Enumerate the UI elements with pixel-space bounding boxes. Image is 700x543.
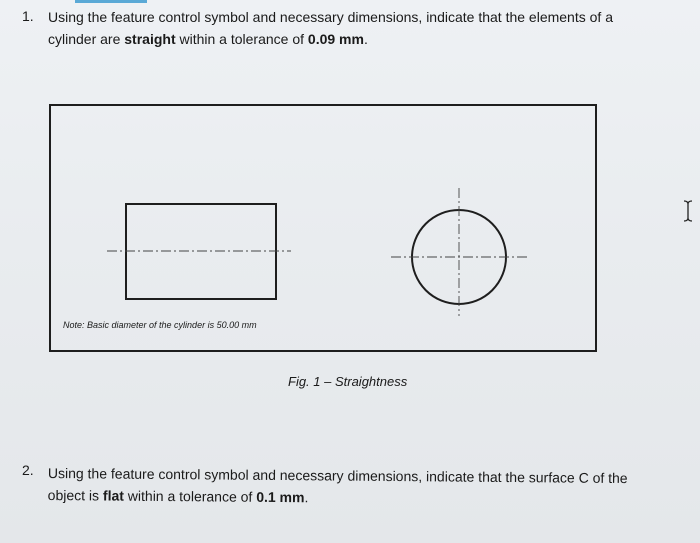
question-2-text: [48, 462, 678, 511]
question-2-number: 2.: [22, 462, 34, 478]
question-2-line-2-start: object is: [47, 486, 104, 504]
question-1-text: [48, 6, 668, 50]
question-1-tolerance: 0.09 mm: [307, 31, 364, 47]
cylinder-drawing: [51, 106, 599, 354]
question-1-number: 1.: [22, 8, 34, 24]
figure-frame: [49, 104, 597, 352]
question-1-line-2-end: .: [363, 31, 368, 47]
question-2-line-2-end: .: [304, 489, 309, 506]
question-1-line-1: Using the feature control symbol and necessary dimensions, indicate that the elements of a: [48, 9, 613, 25]
figure-note: Note: Basic diameter of the cylinder is 50.00 mm: [63, 320, 257, 330]
question-1-line-2-mid: within a tolerance of: [175, 31, 308, 47]
text-cursor-icon: [682, 200, 694, 222]
question-2-keyword: flat: [102, 487, 125, 504]
top-accent-bar: [75, 0, 147, 3]
question-2-line-2-mid: within a tolerance of: [123, 487, 257, 505]
question-2-tolerance: 0.1 mm: [256, 488, 305, 506]
question-1-line-2: [48, 28, 668, 50]
question-2-line-1: Using the feature control symbol and necessary dimensions, indicate that the surface C of the: [47, 464, 628, 487]
figure-caption: Fig. 1 – Straightness: [288, 374, 408, 389]
question-1-line-2-start: cylinder are: [48, 31, 125, 47]
cylinder-side-view: [126, 204, 276, 299]
question-1-keyword: straight: [124, 31, 176, 47]
